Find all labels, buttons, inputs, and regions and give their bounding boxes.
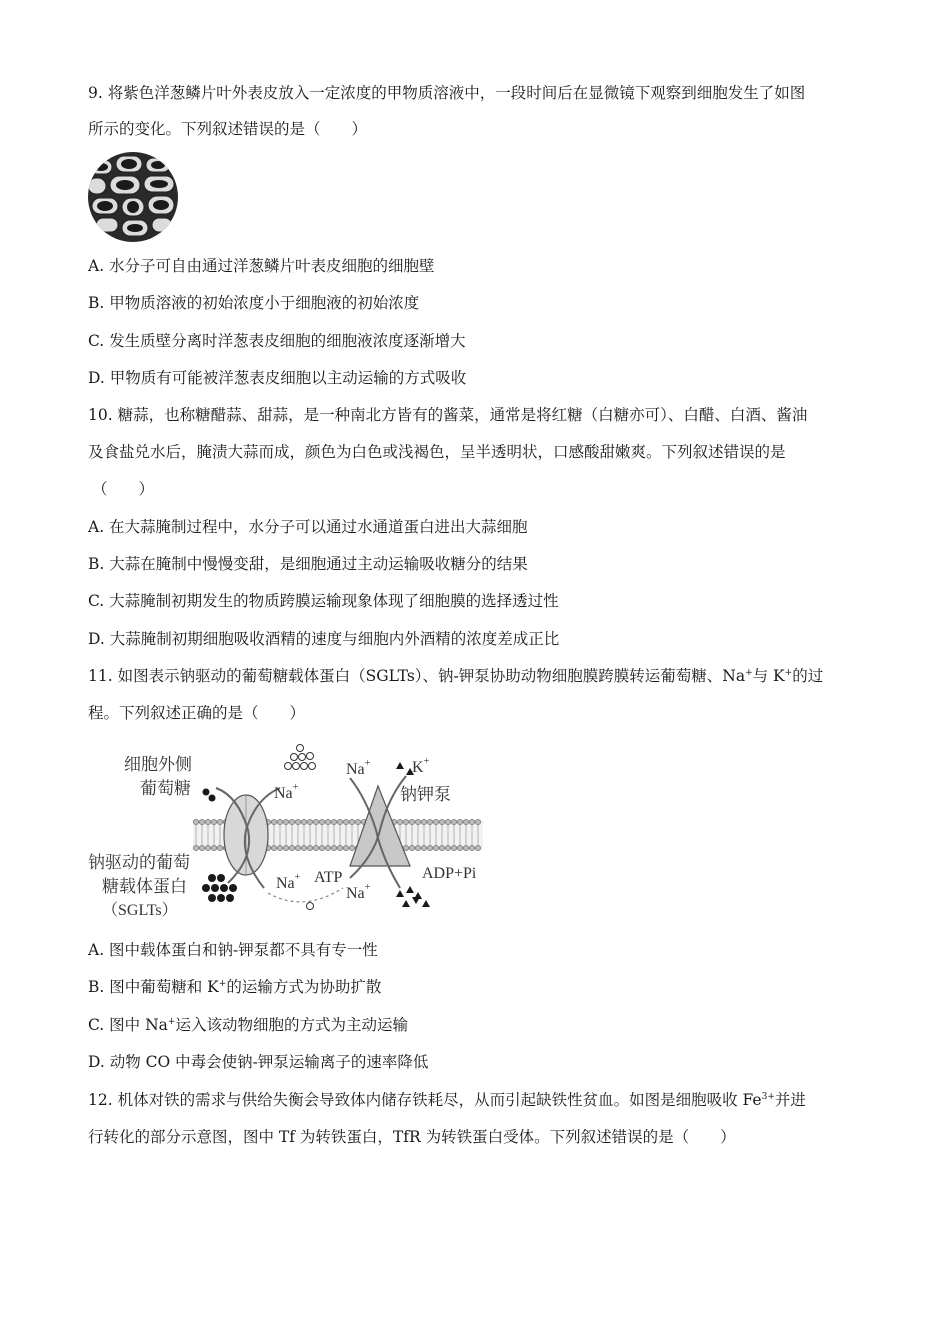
phospholipid-head [445,819,450,824]
q12-stem-line1: 12. 机体对铁的需求与供给失衡会导致体内储存铁耗尽，从而引起缺铁性贫血。如图是细胞吸收 $Fe^{3+}$并进 [88,1091,806,1109]
label-atp: ATP [314,869,343,886]
phospholipid-head [301,819,306,824]
phospholipid-head [349,819,354,824]
phospholipid-head [193,845,198,850]
label-glucose: 葡萄糖 [140,779,191,798]
phospholipid-head [439,819,444,824]
label-na-1: Na+ [274,782,299,802]
phospholipid-head [337,845,342,850]
phospholipid-head [193,819,198,824]
phospholipid-head [457,845,462,850]
phospholipid-head [319,819,324,824]
q10-stem-line1: 10. 糖蒜，也称糖醋蒜、甜蒜，是一种南北方皆有的酱菜，通常是将红糖（白糖亦可）、白醋、白酒、酱油 [88,406,808,424]
phospholipid-head [331,845,336,850]
phospholipid-head [355,819,360,824]
phospholipid-head [403,819,408,824]
q9-stem-line2: 所示的变化。下列叙述错误的是（ ） [88,120,368,138]
phospholipid-head [337,819,342,824]
phospholipid-head [403,845,408,850]
phospholipid-head [463,845,468,850]
q11-option-d: D. 动物 CO 中毒会使钠-钾泵运输离子的速率降低 [88,1053,429,1071]
phospholipid-head [421,845,426,850]
q9-option-d: D. 甲物质有可能被洋葱表皮细胞以主动运输的方式吸收 [88,369,467,387]
phospholipid-head [211,819,216,824]
phospholipid-head [409,819,414,824]
phospholipid-head [433,819,438,824]
phospholipid-head [301,845,306,850]
plasmolysis-cell-figure [86,150,180,244]
phospholipid-head [439,845,444,850]
phospholipid-head [283,845,288,850]
phospholipid-head [289,819,294,824]
label-pump: 钠钾泵 [400,785,451,804]
q10-option-b: B. 大蒜在腌制中慢慢变甜，是细胞通过主动运输吸收糖分的结果 [88,555,528,573]
phospholipid-head [205,819,210,824]
phospholipid-head [343,819,348,824]
q10-stem-line2: 及食盐兑水后，腌渍大蒜而成，颜色为白色或浅褐色，呈半透明状，口感酸甜嫩爽。下列叙述错误的是 [88,443,786,461]
q10-option-d: D. 大蒜腌制初期细胞吸收酒精的速度与细胞内外酒精的浓度差成正比 [88,630,560,648]
phospholipid-head [457,819,462,824]
phospholipid-head [283,819,288,824]
phospholipid-head [331,819,336,824]
q10-stem-line3: （ ） [92,480,155,498]
phospholipid-head [325,845,330,850]
phospholipid-head [271,845,276,850]
phospholipid-head [271,819,276,824]
phospholipid-head [451,819,456,824]
q11-option-a: A. 图中载体蛋白和钠-钾泵都不具有专一性 [88,941,378,959]
phospholipid-head [415,819,420,824]
phospholipid-head [217,845,222,850]
q10-option-a: A. 在大蒜腌制过程中，水分子可以通过水通道蛋白进出大蒜细胞 [88,518,528,536]
phospholipid-head [319,845,324,850]
phospholipid-head [307,845,312,850]
phospholipid-head [313,845,318,850]
phospholipid-head [295,819,300,824]
label-sglt-2: 糖载体蛋白 [102,877,187,896]
phospholipid-head [475,845,480,850]
phospholipid-head [451,845,456,850]
q9-stem-line1: 9. 将紫色洋葱鳞片叶外表皮放入一定浓度的甲物质溶液中，一段时间后在显微镜下观察到细胞发生了如图 [88,84,806,102]
phospholipid-head [199,845,204,850]
phospholipid-head [289,845,294,850]
q11-stem-line2: 程。下列叙述正确的是（ ） [88,704,306,722]
label-sglt-3: （SGLTs） [102,902,178,918]
phospholipid-head [325,819,330,824]
phospholipid-head [433,845,438,850]
phospholipid-head [211,845,216,850]
label-adp: ADP+Pi [422,865,477,882]
sglt-sodium-potassium-pump-figure [88,738,498,918]
label-outside: 细胞外侧 [124,755,192,774]
phospholipid-head [427,819,432,824]
label-sglt-1: 钠驱动的葡萄 [88,853,190,872]
phospholipid-head [409,845,414,850]
phospholipid-head [277,819,282,824]
q9-option-a: A. 水分子可自由通过洋葱鳞片叶表皮细胞的细胞壁 [88,257,435,275]
label-na-3: Na+ [276,872,301,892]
phospholipid-head [343,845,348,850]
phospholipid-head [469,819,474,824]
phospholipid-head [277,845,282,850]
q9-option-c: C. 发生质壁分离时洋葱表皮细胞的细胞液浓度逐渐增大 [88,332,466,350]
label-k: K+ [412,756,430,776]
q11-option-c: C. 图中 Na+运入该动物细胞的方式为主动运输 [88,1016,408,1034]
phospholipid-head [445,845,450,850]
phospholipid-head [469,845,474,850]
label-na-4: Na+ [346,882,371,902]
q10-option-c: C. 大蒜腌制初期发生的物质跨膜运输现象体现了细胞膜的选择透过性 [88,592,559,610]
q12-stem-line2: 行转化的部分示意图，图中 Tf 为转铁蛋白，TfR 为转铁蛋白受体。下列叙述错误的是（ ） [88,1128,736,1146]
q11-option-b: B. 图中葡萄糖和 K+的运输方式为协助扩散 [88,978,382,996]
label-na-2: Na+ [346,758,371,778]
phospholipid-head [415,845,420,850]
q9-option-b: B. 甲物质溶液的初始浓度小于细胞液的初始浓度 [88,294,420,312]
phospholipid-head [295,845,300,850]
phospholipid-head [463,819,468,824]
phospholipid-head [427,845,432,850]
phospholipid-head [397,819,402,824]
phospholipid-head [313,819,318,824]
phospholipid-head [349,845,354,850]
phospholipid-head [199,819,204,824]
phospholipid-head [475,819,480,824]
phospholipid-head [421,819,426,824]
q11-stem-line1: 11. 如图表示钠驱动的葡萄糖载体蛋白（SGLTs）、钠-钾泵协助动物细胞膜跨膜转运葡萄糖、Na+与 K+的过 [88,667,824,685]
phospholipid-head [307,819,312,824]
phospholipid-head [205,845,210,850]
phospholipid-head [217,819,222,824]
